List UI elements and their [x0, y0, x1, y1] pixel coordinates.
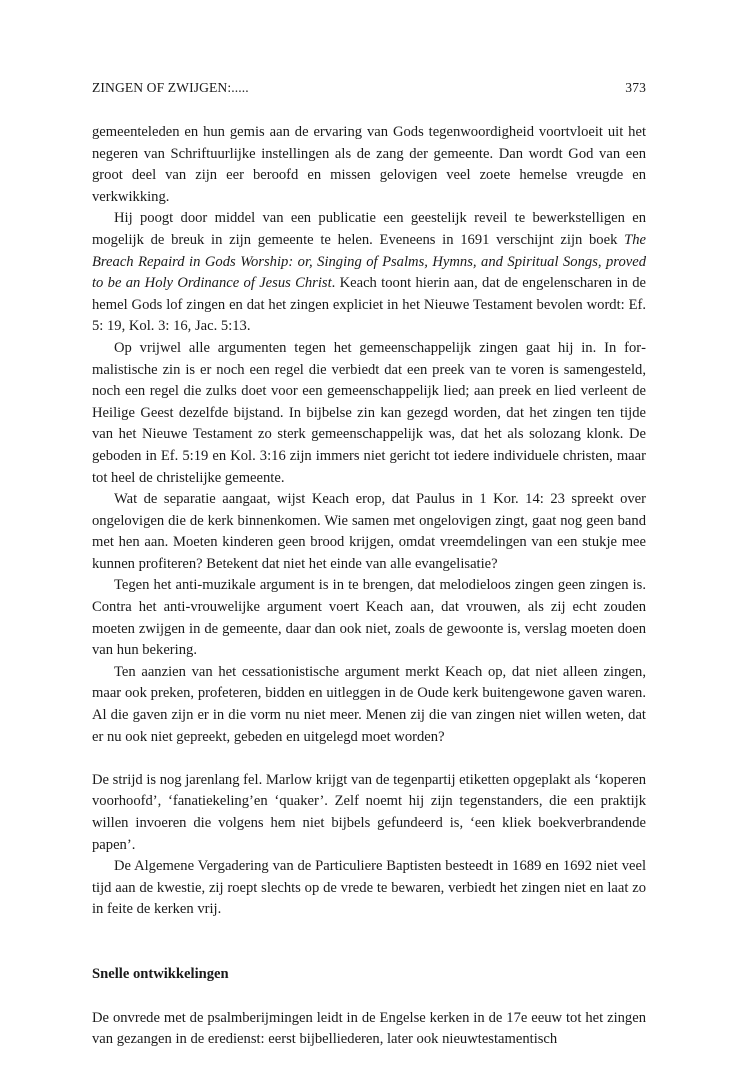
body-text [92, 122, 646, 1051]
paragraph-text: Hij poogt door middel van een publicatie een geestelijk reveil te bewerkstelligen en mogelijk de breuk in zijn gemeente te helen. Eveneens in 1691 verschijnt zijn boek [92, 210, 646, 248]
running-title: ZINGEN OF ZWIJGEN:..... [92, 80, 249, 95]
section-heading: Snelle ontwikkelingen [92, 965, 229, 982]
running-header [92, 80, 646, 96]
paragraph: Tegen het anti-muzikale argument is in te brengen, dat melodieloos zingen geen zingen is. Contra het anti-vrouwelijke argument voert Keach aan, dat vrouwen, als zij echt zouden moeten zwijgen in de gemeente, daar dan ook niet, zoals de gewoonte is, verslag moeten doen van hun bekering. [92, 577, 646, 659]
paragraph: De strijd is nog jarenlang fel. Marlow krijgt van de tegenpartij etiketten opgeplakt als ‘koperen voorhoofd’, ‘fanatiekeling’en ‘quaker’. Zelf noemt hij zijn tegenstanders, die een praktijk willen invoeren die volgens hem niet bijbels gefundeerd is, ‘een kliek boekverbrandende papen’. [92, 771, 646, 853]
paragraph: Wat de separatie aangaat, wijst Keach erop, dat Paulus in 1 Kor. 14: 23 spreekt over ongelovigen die de kerk binnenkomen. Wie samen met ongelovigen zingt, gaat nog geen band met hen aan. Moeten kinderen geen brood krijgen, omdat vreemdelingen van een stukje mee kunnen profiteren? Betekent dat niet het einde van alle evangelisatie? [92, 491, 646, 572]
paragraph: Op vrijwel alle argumenten tegen het gemeenschappelijk zingen gaat hij in. In formalistische zin is er noch een regel die verbiedt dat een preek van te voren is samengesteld, noch een regel die zulks doet voor een gemeenschappelijk lied; aan preek en lied verleent de Heilige Geest dezelfde bijstand. In bijbelse zin kan gezegd worden, dat het zingen ten tijde van het Nieuwe Testament zo sterk gemeenschappelijk was, dat het als solozang klonk. De geboden in Ef. 5:19 en Kol. 3:16 zijn immers niet gericht tot iedere individuele christen, maar tot heel de christelijke gemeente. [92, 339, 646, 486]
paragraph: De onvrede met de psalmberijmingen leidt in de Engelse kerken in de 17e eeuw tot het zingen van gezangen in de eredienst: eerst bijbelliederen, later ook nieuwtestamentisch [92, 1009, 646, 1048]
paragraph: gemeenteleden en hun gemis aan de ervaring van Gods tegenwoordigheid voortvloeit uit het negeren van Schriftuurlijke instellingen als de zang der gemeente. Dan wordt God van een groot deel van zijn eer beroofd en missen gelovigen veel zoete hemelse vreugde en verkwikking. [92, 124, 646, 205]
book-title: The Breach Repaird in Gods Worship: or, Singing of Psalms, Hymns, and Spiritual Songs, proved to be an Holy Ordinance of Jesus Christ [92, 231, 646, 292]
paragraph: De Algemene Vergadering van de Particuliere Baptisten besteedt in 1689 en 1692 niet veel tijd aan de kwestie, zij roept slechts op de vrede te bewaren, verbiedt het zingen niet en laat zo in feite de kerken vrij. [92, 858, 646, 918]
paragraph [92, 208, 646, 338]
paragraph-text: . Keach toont hierin aan, dat de engelenscharen in de hemel Gods lof zingen en dat het zingen expliciet in het Nieuwe Testament bevolen wordt: Ef. 5: 19, Kol. 3: 16, Jac. 5:13. [92, 275, 646, 335]
paragraph: Ten aanzien van het cessationistische argument merkt Keach op, dat niet alleen zingen, maar ook preken, profeteren, bidden en uitleggen in de Oude kerk buitengewone gaven waren. Al die gaven zijn er in die vorm nu niet meer. Menen zij die van zingen niet willen weten, dat er nu ook niet gepreekt, gebeden en uitgelegd moet worden? [92, 663, 646, 745]
page-number: 373 [625, 80, 646, 95]
